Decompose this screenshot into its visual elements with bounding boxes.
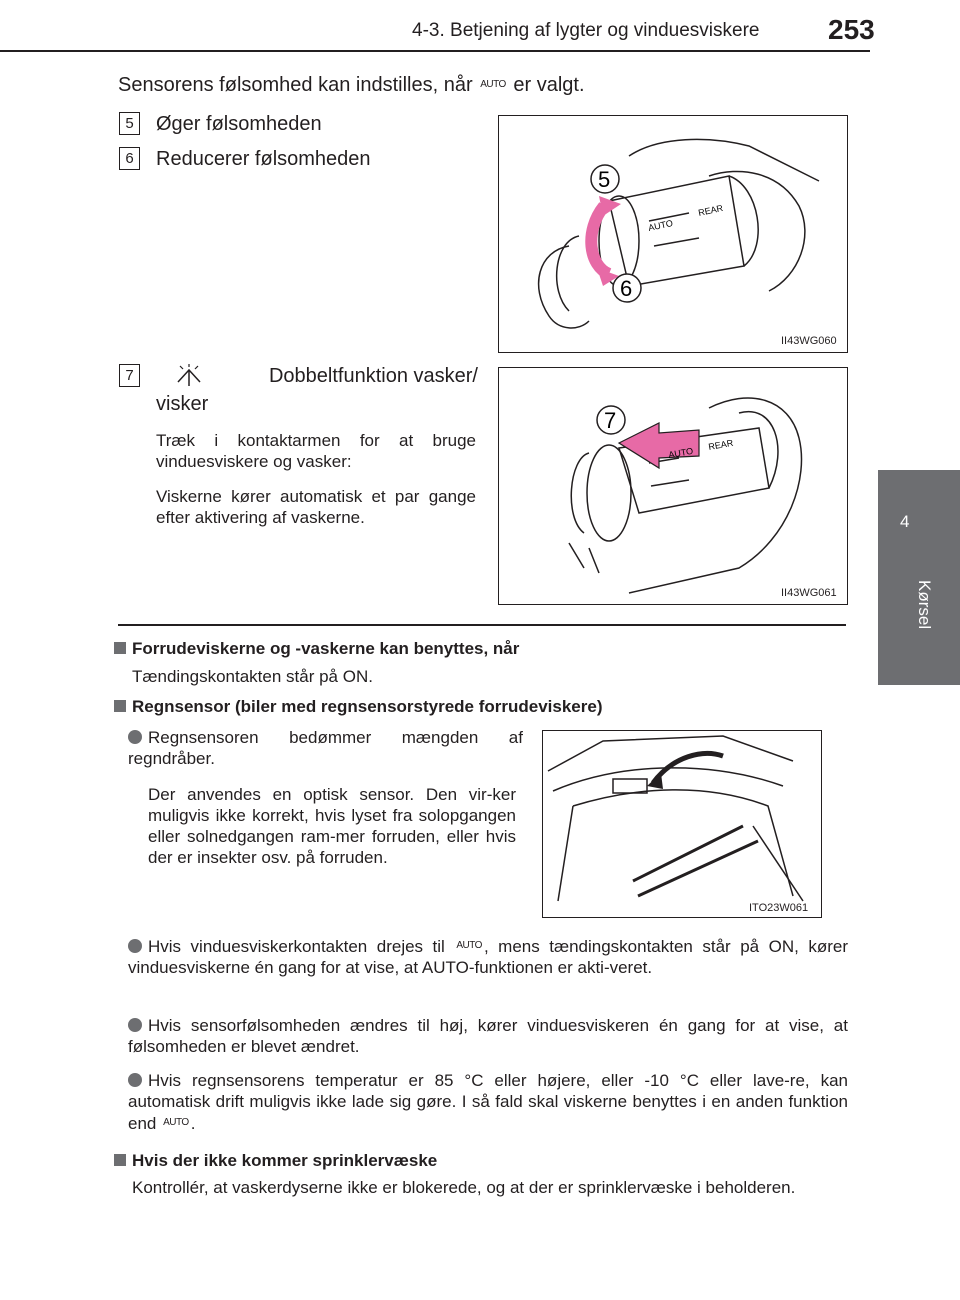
wiper-switch-sensitivity-figure <box>498 115 848 353</box>
figure1-rear-label: REAR <box>697 202 724 218</box>
chapter-number: 4 <box>900 512 910 531</box>
bullet-4: Hvis regnsensorens temperatur er 85 °C eller højere, eller -10 °C eller lave-re, kan automatisk drift muligvis ikke lade sig gøre. I så fald skal viskerne benyttes i en anden funktion end $^{AUTO}$ . <box>128 1071 848 1133</box>
item-7-desc-2: Viskerne kører automatisk et par gange efter aktivering af vaskerne. <box>156 487 476 527</box>
note-heading-3: Hvis der ikke kommer sprinklervæske <box>114 1148 437 1173</box>
item-number-7: 7 <box>119 364 140 387</box>
item-label-7b: visker <box>156 393 209 415</box>
section-separator <box>118 624 846 626</box>
bullet-1-body: Der anvendes en optisk sensor. Den vir-ker muligvis ikke korrekt, hvis lyset fra solopgangen eller solnedgangen ram-mer forruden, eller hvis der er insekter osv. på forruden. <box>148 785 516 867</box>
item-label-7a: Dobbeltfunktion vasker/ <box>268 365 478 387</box>
header-rule <box>0 50 870 52</box>
figure2-callout-7: 7 <box>604 408 617 433</box>
figure1-callout-5: 5 <box>598 167 611 192</box>
rain-sensor-figure <box>542 730 822 918</box>
item-label-5: Øger følsomheden <box>156 113 322 135</box>
item-7-desc-1: Træk i kontaktarmen for at bruge vinduesviskere og vasker: <box>156 431 476 471</box>
intro-text: Sensorens følsomhed kan indstilles, når $^{AUTO}$ er valgt. <box>118 74 585 96</box>
note-text-3: Kontrollér, at vaskerdyserne ikke er blokerede, og at der er sprinklervæske i beholderen. <box>132 1178 796 1197</box>
item-label-6: Reducerer følsomheden <box>156 148 371 170</box>
wiper-washer-icon <box>174 364 204 393</box>
note-heading-2: Regnsensor (biler med regnsensorstyrede forrudeviskere) <box>114 694 603 719</box>
figure2-rear-label: REAR <box>707 437 734 452</box>
figure1-code: II43WG060 <box>781 335 837 347</box>
figure2-auto-label: AUTO <box>667 445 694 460</box>
chapter-label: Kørsel <box>915 580 934 630</box>
bullet-2: Hvis vinduesviskerkontakten drejes til $^{AUTO}$ , mens tændingskontakten står på ON, kører vinduesviskerne én gang for at vise, at AUTO-funktionen er akti-veret. <box>128 937 848 977</box>
figure3-code: ITO23W061 <box>749 902 809 914</box>
chapter-tab <box>878 470 960 685</box>
figure1-callout-6: 6 <box>620 276 633 301</box>
note-text-1: Tændingskontakten står på ON. <box>132 667 373 686</box>
bullet-3: Hvis sensorfølsomheden ændres til høj, kører vinduesviskeren én gang for at vise, at følsomheden er blevet ændret. <box>128 1016 848 1056</box>
figure2-code: II43WG061 <box>781 587 837 599</box>
page-number: 253 <box>828 14 875 45</box>
auto-symbol: AUTO <box>480 79 506 90</box>
section-title: 4-3. Betjening af lygter og vinduesviskere <box>412 20 760 41</box>
item-number-5: 5 <box>119 112 140 135</box>
bullet-1-title: Regnsensoren bedømmer mængden af regndråber. <box>128 728 523 768</box>
figure1-auto-label: AUTO <box>647 218 674 233</box>
note-heading-1: Forrudeviskerne og -vaskerne kan benyttes, når <box>114 636 519 661</box>
item-number-6: 6 <box>119 147 140 170</box>
wiper-washer-figure <box>498 367 848 605</box>
